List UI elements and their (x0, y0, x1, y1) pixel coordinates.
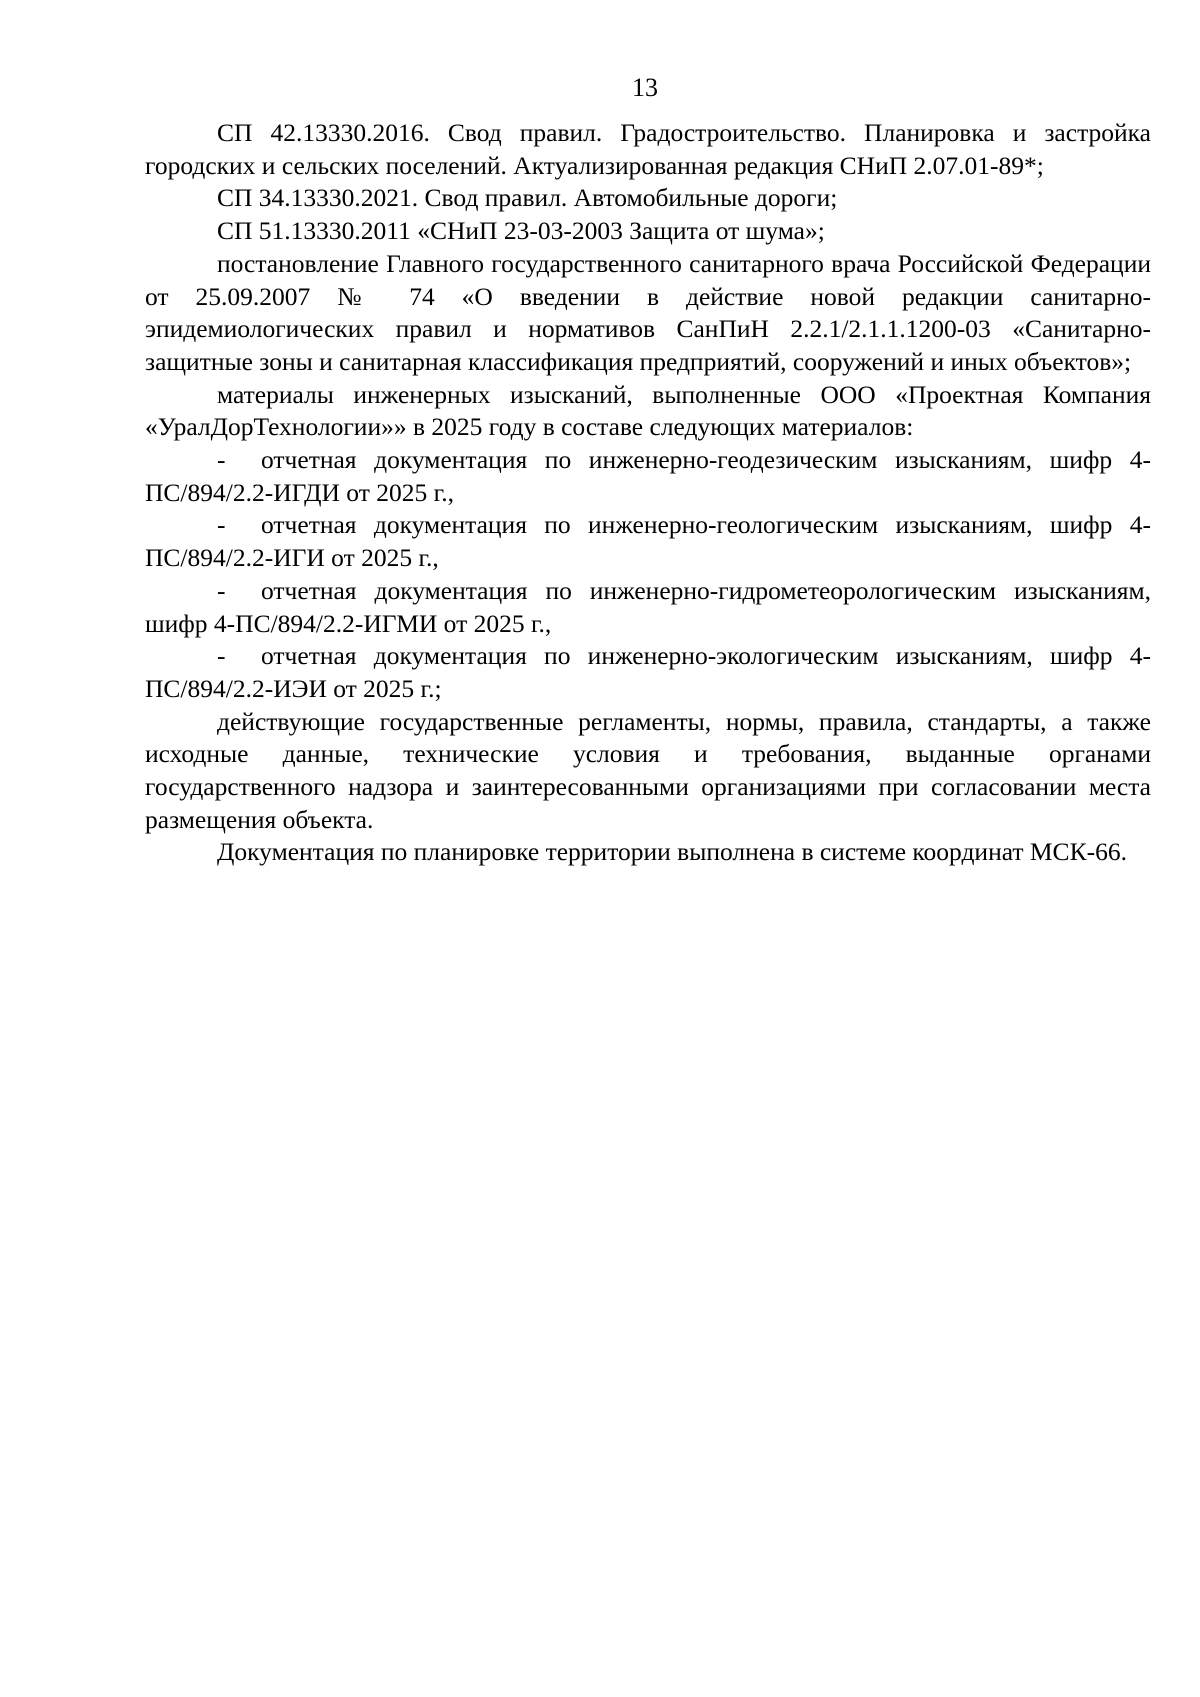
list-item-text: отчетная документация по инженерно-гидрометеорологическим изысканиям, шифр 4-ПС/894/2.2-ИГМИ от 2025 г., (145, 575, 1151, 638)
paragraph-sanpin-resolution: постановление Главного государственного санитарного врача Российской Федерации от 25.09.2007 № 74 «О введении в действие новой редакции санитарно-эпидемиологических правил и нормативов СанПиН 2.2.1/2.1.1.1200-03 «Санитарно-защитные зоны и санитарная классификация предприятий, сооружений и иных объектов»; (145, 248, 1151, 376)
list-item-geological (145, 509, 1151, 574)
paragraph-sp-51: СП 51.13330.2011 «СНиП 23-03-2003 Защита от шума»; (217, 216, 825, 246)
bullet-marker: - (217, 510, 226, 540)
bullet-marker: - (217, 641, 226, 671)
paragraph-coordinate-system: Документация по планировке территории выполнена в системе координат МСК-66. (217, 837, 1127, 867)
document-body (145, 117, 1151, 869)
list-item-hydrometeorological (145, 575, 1151, 640)
list-item-ecological (145, 640, 1151, 705)
paragraph-sp-34: СП 34.13330.2021. Свод правил. Автомобильные дороги; (217, 183, 838, 213)
list-item-text: отчетная документация по инженерно-геологическим изысканиям, шифр 4-ПС/894/2.2-ИГИ от 2025 г., (145, 510, 1151, 573)
bullet-marker: - (217, 445, 226, 475)
list-item-text: отчетная документация по инженерно-геодезическим изысканиям, шифр 4-ПС/894/2.2-ИГДИ от 2025 г., (145, 445, 1151, 507)
paragraph-sp-42: СП 42.13330.2016. Свод правил. Градостроительство. Планировка и застройка городских и сельских поселений. Актуализированная редакция СНиП 2.07.01-89*; (145, 118, 1151, 180)
list-item-geodetic (145, 444, 1151, 509)
list-item-text: отчетная документация по инженерно-экологическим изысканиям, шифр 4-ПС/894/2.2-ИЭИ от 2025 г.; (145, 641, 1151, 703)
bullet-marker: - (217, 575, 226, 605)
paragraph-survey-materials: материалы инженерных изысканий, выполненные ООО «Проектная Компания «УралДорТехнологии»» в 2025 году в составе следующих материалов: (145, 379, 1151, 442)
paragraph-regulations: действующие государственные регламенты, нормы, правила, стандарты, а также исходные данные, технические условия и требования, выданные органами государственного надзора и заинтересованными организациями при согласовании места размещения объекта. (145, 706, 1151, 834)
page-number: 13 (632, 73, 658, 102)
